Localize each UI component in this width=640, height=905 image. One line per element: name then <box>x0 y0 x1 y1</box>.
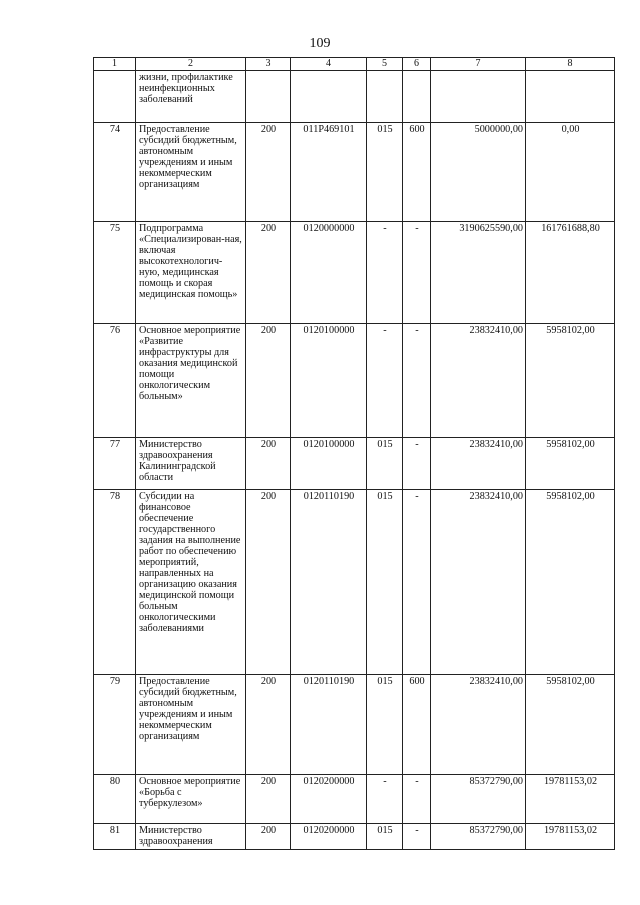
cell-col4: 0120200000 <box>291 775 367 824</box>
cell-col7: 5000000,00 <box>431 123 526 222</box>
column-header: 7 <box>431 58 526 71</box>
row-number: 79 <box>94 675 136 775</box>
row-number <box>94 71 136 123</box>
row-name: Министерство здравоохранения Калининградской области <box>136 438 246 490</box>
cell-col3: 200 <box>246 490 291 675</box>
row-number: 80 <box>94 775 136 824</box>
column-header: 1 <box>94 58 136 71</box>
cell-col3: 200 <box>246 324 291 438</box>
cell-col7: 23832410,00 <box>431 324 526 438</box>
row-name: Основное мероприятие «Борьба с туберкулезом» <box>136 775 246 824</box>
cell-col3: 200 <box>246 824 291 850</box>
row-name: Подпрограмма «Специализирован-ная, включая высокотехнологич-ную, медицинская помощь и скорая медицинская помощь» <box>136 222 246 324</box>
cell-col3 <box>246 71 291 123</box>
column-header: 3 <box>246 58 291 71</box>
row-number: 75 <box>94 222 136 324</box>
cell-col7 <box>431 71 526 123</box>
table-row <box>94 71 615 123</box>
cell-col7: 3190625590,00 <box>431 222 526 324</box>
header-row <box>94 58 615 71</box>
page-number: 109 <box>309 36 331 51</box>
cell-col3: 200 <box>246 123 291 222</box>
row-name: Предоставление субсидий бюджетным, автономным учреждениям и иным некоммерческим организациям <box>136 675 246 775</box>
cell-col8: 19781153,02 <box>526 824 615 850</box>
cell-col4: 0120100000 <box>291 438 367 490</box>
cell-col8: 5958102,00 <box>526 490 615 675</box>
cell-col6: 600 <box>403 675 431 775</box>
column-header: 8 <box>526 58 615 71</box>
cell-col7: 23832410,00 <box>431 490 526 675</box>
cell-col7: 85372790,00 <box>431 824 526 850</box>
cell-col3: 200 <box>246 438 291 490</box>
column-header: 5 <box>367 58 403 71</box>
cell-col4: 0120200000 <box>291 824 367 850</box>
cell-col6 <box>403 71 431 123</box>
row-name: жизни, профилактике неинфекционных заболеваний <box>136 71 246 123</box>
cell-col7: 23832410,00 <box>431 675 526 775</box>
cell-col8: 5958102,00 <box>526 438 615 490</box>
row-name: Субсидии на финансовое обеспечение государственного задания на выполнение работ по обеспечению мероприятий, направленных на организацию оказания медицинской помощи больным онкологическими заболеваниями <box>136 490 246 675</box>
row-number: 76 <box>94 324 136 438</box>
column-header: 2 <box>136 58 246 71</box>
cell-col3: 200 <box>246 675 291 775</box>
column-header: 4 <box>291 58 367 71</box>
cell-col8: 5958102,00 <box>526 675 615 775</box>
table-row <box>94 775 615 824</box>
budget-table <box>93 57 615 850</box>
row-number: 78 <box>94 490 136 675</box>
table-row <box>94 123 615 222</box>
row-name: Предоставление субсидий бюджетным, автономным учреждениям и иным некоммерческим организациям <box>136 123 246 222</box>
cell-col5: - <box>367 324 403 438</box>
table-row <box>94 438 615 490</box>
cell-col4: 0120100000 <box>291 324 367 438</box>
cell-col4: 0120000000 <box>291 222 367 324</box>
cell-col5: - <box>367 775 403 824</box>
cell-col5: - <box>367 222 403 324</box>
cell-col8: 0,00 <box>526 123 615 222</box>
cell-col4: 0120110190 <box>291 490 367 675</box>
cell-col5: 015 <box>367 824 403 850</box>
cell-col6: 600 <box>403 123 431 222</box>
cell-col7: 23832410,00 <box>431 438 526 490</box>
cell-col8: 161761688,80 <box>526 222 615 324</box>
cell-col6: - <box>403 438 431 490</box>
cell-col5 <box>367 71 403 123</box>
cell-col5: 015 <box>367 490 403 675</box>
row-number: 77 <box>94 438 136 490</box>
table-row <box>94 675 615 775</box>
cell-col6: - <box>403 324 431 438</box>
column-header: 6 <box>403 58 431 71</box>
cell-col4 <box>291 71 367 123</box>
cell-col4: 011P469101 <box>291 123 367 222</box>
cell-col5: 015 <box>367 123 403 222</box>
cell-col5: 015 <box>367 438 403 490</box>
row-name: Основное мероприятие «Развитие инфраструктуры для оказания медицинской помощи онкологическим больным» <box>136 324 246 438</box>
cell-col6: - <box>403 490 431 675</box>
cell-col7: 85372790,00 <box>431 775 526 824</box>
cell-col6: - <box>403 222 431 324</box>
table-row <box>94 824 615 850</box>
table-row <box>94 324 615 438</box>
cell-col4: 0120110190 <box>291 675 367 775</box>
cell-col8: 5958102,00 <box>526 324 615 438</box>
row-number: 74 <box>94 123 136 222</box>
cell-col8 <box>526 71 615 123</box>
cell-col8: 19781153,02 <box>526 775 615 824</box>
row-number: 81 <box>94 824 136 850</box>
cell-col3: 200 <box>246 222 291 324</box>
table-row <box>94 222 615 324</box>
cell-col3: 200 <box>246 775 291 824</box>
cell-col6: - <box>403 775 431 824</box>
cell-col5: 015 <box>367 675 403 775</box>
row-name: Министерство здравоохранения <box>136 824 246 850</box>
table-row <box>94 490 615 675</box>
cell-col6: - <box>403 824 431 850</box>
